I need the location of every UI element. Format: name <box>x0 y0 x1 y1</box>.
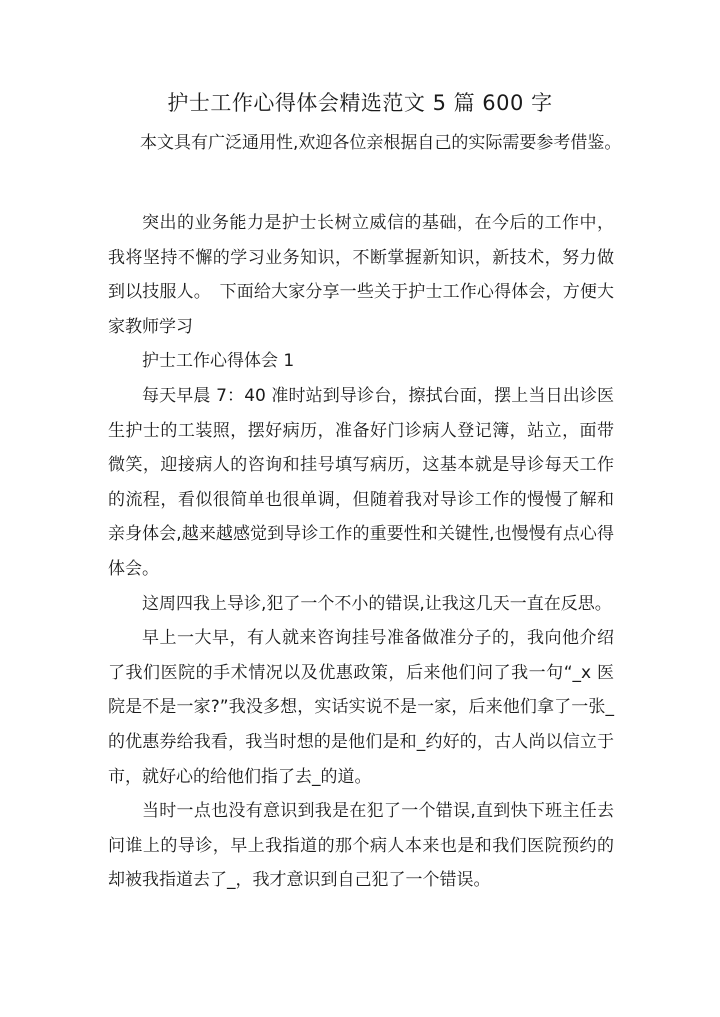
section-heading-1: 护士工作心得体会 1 <box>142 351 295 372</box>
document-title: 护士工作心得体会精选范文 5 篇 600 字 <box>167 91 553 115</box>
document-body <box>108 206 614 898</box>
paragraph-2: 每天早晨 7：40 准时站到导诊台，擦拭台面，摆上当日出诊医生护士的工装照，摆好病历，准备好门诊病人登记簿，站立，面带微笑，迎接病人的咨询和挂号填写病历，这基本就是导诊每天工作的流程，看似很简单也很单调，但随着我对导诊工作的慢慢了解和亲身体会,越来越感觉到导诊工作的重要性和关键性,也慢慢有点心得体会。 <box>108 385 614 579</box>
document-intro: 本文具有广泛通用性,欢迎各位亲根据自己的实际需要参考借鉴。 <box>140 133 622 153</box>
paragraph-4: 早上一大早，有人就来咨询挂号准备做准分子的，我向他介绍了我们医院的手术情况以及优惠政策，后来他们问了我一句“_x 医院是不是一家?”我没多想，实话实说不是一家，后来他们拿了一张_的优惠券给我看，我当时想的是他们是和_约好的，古人尚以信立于市，就好心的给他们指了去_的道。 <box>108 628 614 787</box>
paragraph-3: 这周四我上导诊,犯了一个不小的错误,让我这几天一直在反思。 <box>142 593 612 614</box>
paragraph-5: 当时一点也没有意识到我是在犯了一个错误,直到快下班主任去问谁上的导诊，早上我指道的那个病人本来也是和我们医院预约的却被我指道去了_，我才意识到自己犯了一个错误。 <box>108 801 614 891</box>
paragraph-1: 突出的业务能力是护士长树立威信的基础，在今后的工作中，我将坚持不懈的学习业务知识，不断掌握新知识，新技术，努力做到以技服人。 下面给大家分享一些关于护士工作心得体会，方便大家教师学习 <box>108 213 614 337</box>
